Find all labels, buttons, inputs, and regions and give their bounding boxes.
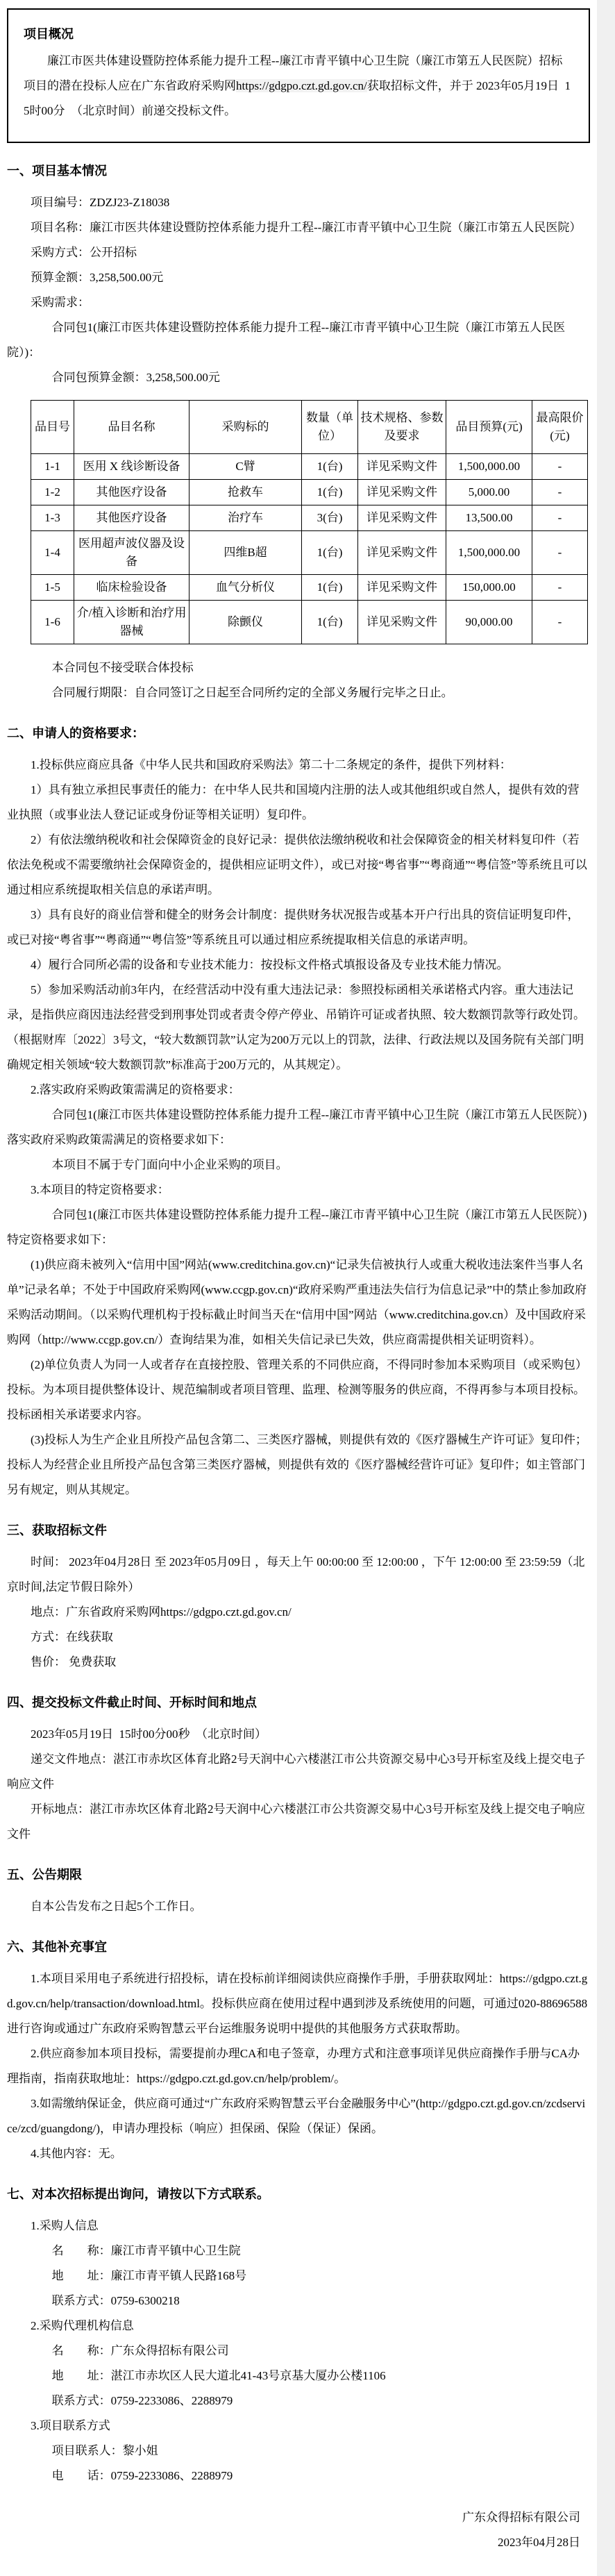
qualification-para: 合同包1(廉江市医共体建设暨防控体系能力提升工程--廉江市青平镇中心卫生院（廉江市第五人民医院）)落实政府采购政策需满足的资格要求如下： [7, 1108, 587, 1146]
purchaser-phone-line: 联系方式：0759-6300218 [51, 2294, 180, 2307]
document-place-line: 地点：广东省政府采购网https://gdgpo.czt.gd.gov.cn/ [31, 1605, 292, 1619]
procurement-method-line: 采购方式：公开招标 [31, 246, 137, 259]
section5-heading: 五、公告期限 [7, 1868, 82, 1882]
items-table [31, 400, 588, 644]
cell-spec: 详见采购文件 [358, 480, 446, 505]
contract-period-line: 合同履行期限：自合同签订之日起至合同所约定的全部义务履行完毕之日止。 [51, 686, 453, 699]
cell-quantity: 1(台) [302, 601, 358, 644]
qualification-para: 1）具有独立承担民事责任的能力：在中华人民共和国境内注册的法人或其他组织或自然人，提供有效的营业执照（或事业法人登记证或身份证等相关证明）复印件。 [7, 783, 580, 821]
procurement-demand-line: 采购需求： [31, 296, 90, 309]
cell-item-no: 1-4 [31, 531, 74, 575]
table-row [31, 454, 588, 480]
project-number-line: 项目编号：ZDZJ23-Z18038 [31, 196, 170, 209]
cell-item-no: 1-6 [31, 601, 74, 644]
qualification-para: 3）具有良好的商业信誉和健全的财务会计制度：提供财务状况报告或基本开户行出具的资信证明复印件，或已对接“粤省事”“粤商通”“粤信签”等系统且可以通过相应系统提取相关信息的承诺声明。 [7, 908, 580, 946]
cell-target: 四维B超 [189, 531, 302, 575]
cell-item-name: 其他医疗设备 [74, 480, 189, 505]
cell-budget: 1,500,000.00 [446, 531, 532, 575]
table-header-row [31, 401, 588, 454]
section7-heading: 七、对本次招标提出询问，请按以下方式联系。 [7, 2187, 269, 2201]
cell-budget: 13,500.00 [446, 505, 532, 531]
cell-item-name: 介/植入诊断和治疗用器械 [74, 601, 189, 644]
header-item-name: 品目名称 [74, 401, 189, 454]
cell-spec: 详见采购文件 [358, 454, 446, 480]
overview-paragraph [24, 49, 573, 124]
agency-address-line: 地 址：湛江市赤坎区人民大道北41-43号京基大厦办公楼1106 [51, 2369, 386, 2382]
table-row [31, 480, 588, 505]
qualification-para: 2.落实政府采购政策需满足的资格要求： [31, 1083, 240, 1096]
qualification-para: (1)供应商未被列入“信用中国”网站(www.creditchina.gov.cn)“记录失信被执行人或重大税收违法案件当事人名单”记录名单；不处于中国政府采购网(www.ccgp.gov.cn)“政府采购严重违法失信行为信息记录”中的禁止参加政府采购活动期间。（以采购代理机构于投标截止时间当天在“信用中国”网站（www.creditchina.gov.cn）及中国政府采购网（http://www.ccgp.gov.cn/）查询结果为准，如相关失信记录已失效，供应商需提供相关证明资料）。 [7, 1258, 587, 1346]
header-procurement-target: 采购标的 [189, 401, 302, 454]
document-method-line: 方式：在线获取 [31, 1630, 113, 1644]
opening-place-line: 开标地点：湛江市赤坎区体育北路2号天润中心六楼湛江市公共资源交易中心3号开标室及线上提交电子响应文件 [7, 1803, 585, 1841]
signature-company: 广东众得招标有限公司 [462, 2511, 580, 2524]
project-overview-box [7, 8, 590, 143]
section1-heading: 一、项目基本情况 [7, 164, 107, 178]
project-contact-person-line: 项目联系人：黎小姐 [51, 2444, 158, 2457]
document-time-line: 时间： 2023年04月28日 至 2023年05月09日 ，每天上午 00:00:00 至 12:00:00 ，下午 12:00:00 至 23:59:59（北京时间,法定节假日除外） [7, 1555, 585, 1594]
cell-spec: 详见采购文件 [358, 505, 446, 531]
package-budget-line: 合同包预算金额：3,258,500.00元 [51, 371, 220, 384]
overview-title: 项目概况 [24, 27, 74, 41]
cell-target: 除颤仪 [189, 601, 302, 644]
table-row [31, 575, 588, 601]
cell-budget: 90,000.00 [446, 601, 532, 644]
qualification-para: 合同包1(廉江市医共体建设暨防控体系能力提升工程--廉江市青平镇中心卫生院（廉江市第五人民医院）)特定资格要求如下： [7, 1208, 587, 1246]
table-row [31, 505, 588, 531]
cell-item-no: 1-3 [31, 505, 74, 531]
cell-target: 血气分析仪 [189, 575, 302, 601]
cell-quantity: 1(台) [302, 531, 358, 575]
header-max-price: 最高限价(元) [532, 401, 588, 454]
qualification-para: 4）履行合同所必需的设备和专业技术能力：按投标文件格式填报设备及专业技术能力情况。 [31, 958, 509, 971]
overview-text-before-url: 廉江市医共体建设暨防控体系能力提升工程--廉江市青平镇中心卫生院（廉江市第五人民医院）招标项目的潜在投标人应在广东省政府采购网 [24, 54, 563, 92]
supplement-para: 1.本项目采用电子系统进行招投标，请在投标前详细阅读供应商操作手册，手册获取网址：https://gdgpo.czt.gd.gov.cn/help/transaction/download.html。投标供应商在使用过程中遇到涉及系统使用的问题，可通过020-88696588 进行咨询或通过广东政府采购智慧云平台运维服务说明中提供的其他服务方式获取帮助。 [7, 1972, 591, 2035]
qualification-para: 1.投标供应商应具备《中华人民共和国政府采购法》第二十二条规定的条件，提供下列材料： [31, 758, 512, 771]
cell-item-name: 其他医疗设备 [74, 505, 189, 531]
cell-max-price: - [532, 575, 588, 601]
purchaser-info-title: 1.采购人信息 [31, 2219, 99, 2232]
deadline-line: 2023年05月19日 15时00分00秒 （北京时间） [31, 1728, 267, 1741]
cell-item-name: 医用 X 线诊断设备 [74, 454, 189, 480]
cell-spec: 详见采购文件 [358, 575, 446, 601]
cell-budget: 1,500,000.00 [446, 454, 532, 480]
cell-quantity: 1(台) [302, 480, 358, 505]
document-price-line: 售价： 免费获取 [31, 1655, 117, 1668]
cell-budget: 150,000.00 [446, 575, 532, 601]
qualification-para: 2）有依法缴纳税收和社会保障资金的良好记录：提供依法缴纳税收和社会保障资金的相关材料复印件（若依法免税或不需要缴纳社会保障资金的，提供相应证明文件），或已对接“粤省事”“粤商通”“粤信签”等系统且可以通过相应系统提取相关信息的承诺声明。 [7, 833, 587, 896]
agency-phone-line: 联系方式：0759-2233086、2288979 [51, 2394, 233, 2407]
cell-quantity: 3(台) [302, 505, 358, 531]
project-contact-phone-line: 电 话：0759-2233086、2288979 [51, 2469, 233, 2482]
procurement-site-url: https://gdgpo.czt.gd.gov.cn/ [236, 79, 367, 92]
cell-item-no: 1-5 [31, 575, 74, 601]
contract-package-line: 合同包1(廉江市医共体建设暨防控体系能力提升工程--廉江市青平镇中心卫生院（廉江市第五人民医院）)： [7, 321, 566, 359]
submission-place-line: 递交文件地点：湛江市赤坎区体育北路2号天润中心六楼湛江市公共资源交易中心3号开标室及线上提交电子响应文件 [7, 1753, 585, 1791]
cell-max-price: - [532, 454, 588, 480]
signature-date: 2023年04月28日 [498, 2536, 580, 2549]
section3-heading: 三、获取招标文件 [7, 1523, 107, 1537]
project-contact-title: 3.项目联系方式 [31, 2419, 110, 2432]
cell-target: C臂 [189, 454, 302, 480]
qualification-para: (2)单位负责人为同一人或者存在直接控股、管理关系的不同供应商，不得同时参加本采购项目（或采购包）投标。为本项目提供整体设计、规范编制或者项目管理、监理、检测等服务的供应商，不得再参与本项目投标。投标函相关承诺要求内容。 [7, 1358, 587, 1421]
budget-amount-line: 预算金额：3,258,500.00元 [31, 271, 164, 284]
qualification-para: (3)投标人为生产企业且所投产品包含第二、三类医疗器械，则提供有效的《医疗器械生产许可证》复印件；投标人为经营企业且所投产品包含第三类医疗器械，则提供有效的《医疗器械经营许可证》复印件；如主管部门另有规定，则从其规定。 [7, 1433, 587, 1496]
project-name-line: 项目名称：廉江市医共体建设暨防控体系能力提升工程--廉江市青平镇中心卫生院（廉江市第五人民医院） [31, 221, 582, 234]
header-item-budget: 品目预算(元) [446, 401, 532, 454]
supplement-para: 4.其他内容：无。 [31, 2147, 122, 2160]
announcement-period-line: 自本公告发布之日起5个工作日。 [31, 1900, 202, 1913]
agency-info-title: 2.采购代理机构信息 [31, 2319, 134, 2332]
cell-item-no: 1-1 [31, 454, 74, 480]
cell-quantity: 1(台) [302, 575, 358, 601]
overview-text-after-url: 获取招标文件，并于 2023年05月19日 15时00分 （北京时间）前递交投标文件。 [24, 79, 571, 117]
table-row [31, 601, 588, 644]
cell-budget: 5,000.00 [446, 480, 532, 505]
cell-item-no: 1-2 [31, 480, 74, 505]
section4-heading: 四、提交投标文件截止时间、开标时间和地点 [7, 1696, 257, 1709]
table-row [31, 531, 588, 575]
cell-target: 治疗车 [189, 505, 302, 531]
header-item-no: 品目号 [31, 401, 74, 454]
signature-block [7, 2505, 590, 2555]
qualification-para: 3.本项目的特定资格要求： [31, 1183, 169, 1196]
purchaser-address-line: 地 址：廉江市青平镇人民路168号 [51, 2269, 247, 2282]
qualification-para: 本项目不属于专门面向中小企业采购的项目。 [51, 1158, 288, 1171]
cell-spec: 详见采购文件 [358, 531, 446, 575]
supplement-para: 3.如需缴纳保证金，供应商可通过“广东政府采购智慧云平台金融服务中心”(http://gdgpo.czt.gd.gov.cn/zcdservice/zcd/guangdong/)，申请办理投标（响应）担保函、保险（保证）保函。 [7, 2097, 586, 2135]
cell-max-price: - [532, 505, 588, 531]
cell-spec: 详见采购文件 [358, 601, 446, 644]
no-consortium-line: 本合同包不接受联合体投标 [51, 661, 194, 674]
cell-max-price: - [532, 480, 588, 505]
cell-item-name: 医用超声波仪器及设备 [74, 531, 189, 575]
cell-target: 抢救车 [189, 480, 302, 505]
header-tech-spec: 技术规格、参数及要求 [358, 401, 446, 454]
cell-max-price: - [532, 601, 588, 644]
header-quantity: 数量（单位） [302, 401, 358, 454]
agency-name-line: 名 称：广东众得招标有限公司 [51, 2344, 229, 2357]
cell-max-price: - [532, 531, 588, 575]
section2-heading: 二、申请人的资格要求： [7, 726, 144, 740]
cell-item-name: 临床检验设备 [74, 575, 189, 601]
supplement-para: 2.供应商参加本项目投标，需要提前办理CA和电子签章，办理方式和注意事项详见供应商操作手册与CA办理指南，指南获取地址：https://gdgpo.czt.gd.gov.cn/help/problem/。 [7, 2047, 580, 2085]
cell-quantity: 1(台) [302, 454, 358, 480]
qualification-para: 5）参加采购活动前3年内，在经营活动中没有重大违法记录：参照投标函相关承诺格式内容。重大违法记录，是指供应商因违法经营受到刑事处罚或者责令停产停业、吊销许可证或者执照、较大数额罚款等行政处罚。（根据财库〔2022〕3号文，“较大数额罚款”认定为200万元以上的罚款，法律、行政法规以及国务院有关部门明确规定相关领域“较大数额罚款”标准高于200万元的，从其规定）。 [7, 983, 585, 1071]
purchaser-name-line: 名 称：廉江市青平镇中心卫生院 [51, 2244, 241, 2257]
section6-heading: 六、其他补充事宜 [7, 1940, 107, 1954]
